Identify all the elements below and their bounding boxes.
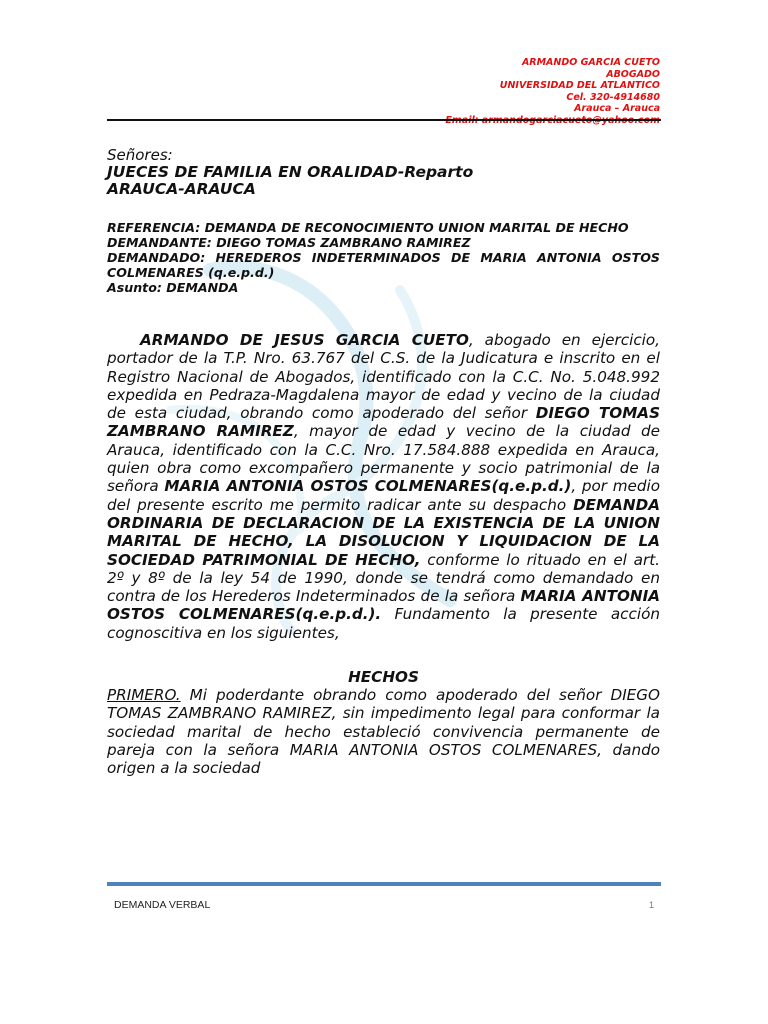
letterhead-name: ARMANDO GARCIA CUETO [521,57,660,68]
client-name: DIEGO TOMAS ZAMBRANO RAMIREZ [107,404,661,441]
footer-title: DEMANDA VERBAL [114,899,211,911]
recipient-line-1: JUECES DE FAMILIA EN ORALIDAD-Reparto [107,163,474,181]
reference-defendant: DEMANDADO: HEREDEROS INDETERMINADOS DE MARIA ANTONIA OSTOS COLMENARES (q.e.p.d.) [107,250,660,280]
deceased-name-repeat: MARIA ANTONIA OSTOS COLMENARES(q.e.p.d.). [107,587,660,624]
salutation: Señores: [107,146,173,164]
document-body [107,147,660,778]
fact-first-paragraph [107,686,660,777]
reference-subject: REFERENCIA: DEMANDA DE RECONOCIMIENTO UNION MARITAL DE HECHO [107,220,629,235]
reference-plaintiff: DEMANDANTE: DIEGO TOMAS ZAMBRANO RAMIREZ [107,235,471,250]
letterhead-city: Arauca – Arauca [574,103,660,115]
recipient-line-2: ARAUCA-ARAUCA [107,180,256,198]
deceased-name: MARIA ANTONIA OSTOS COLMENARES(q.e.p.d.) [164,477,572,496]
reference-block [107,220,660,295]
introduction-paragraph [107,331,660,642]
demand-title: DEMANDA ORDINARIA DE DECLARACION DE LA EXISTENCIA DE LA UNION MARITAL DE HECHO, LA DISOLUCION Y LIQUIDACION DE LA SOCIEDAD PATRIMONIAL DE HECHO, [107,495,660,569]
footer-divider [107,882,661,886]
letterhead-university: UNIVERSIDAD DEL ATLANTICO [499,80,660,92]
fact-first-text: Mi poderdante obrando como apoderado del señor DIEGO TOMAS ZAMBRANO RAMIREZ, sin impedimento legal para conformar la sociedad marital de hecho estableció convivencia permanente de pareja con la señora MARIA ANTONIA OSTOS COLMENARES, dando origen a la sociedad [107,686,660,778]
intro-text-5: Fundamento la presente acción cognoscitiva en los siguientes, [107,605,660,642]
letterhead-profession: ABOGADO [606,68,660,80]
reference-matter: Asunto: DEMANDA [107,280,239,295]
intro-text-2: , mayor de edad y vecino de la ciudad de Arauca, identificado con la C.C. Nro. 17.584.888 expedida en Arauca, quien obra como excompañero permanente y socio patrimonial de la señora [107,422,661,496]
intro-text-3: , por medio del presente escrito me permito radicar ante su despacho [107,477,661,514]
fact-first-label: PRIMERO. [107,686,181,705]
letterhead-divider [107,119,661,121]
letterhead-phone: Cel. 320-4914680 [566,91,660,103]
facts-heading: HECHOS [348,668,419,687]
letterhead [280,57,660,127]
page-number: 1 [649,900,655,910]
intro-text-1: , abogado en ejercicio, portador de la T.P. Nro. 63.767 del C.S. de la Judicatura e inscrito en el Registro Nacional de Abogados, identificado con la C.C. No. 5.048.992 expedida en Pedraza-Magdalena mayor de edad y vecino de la ciudad de esta ciudad, obrando como apoderado del señor [107,331,661,423]
intro-text-4: conforme lo rituado en el art. 2º y 8º de la ley 54 de 1990, donde se tendrá como demandado en contra de los Herederos Indeterminados de la señora [107,550,660,606]
attorney-name: ARMANDO DE JESUS GARCIA CUETO [140,331,469,349]
